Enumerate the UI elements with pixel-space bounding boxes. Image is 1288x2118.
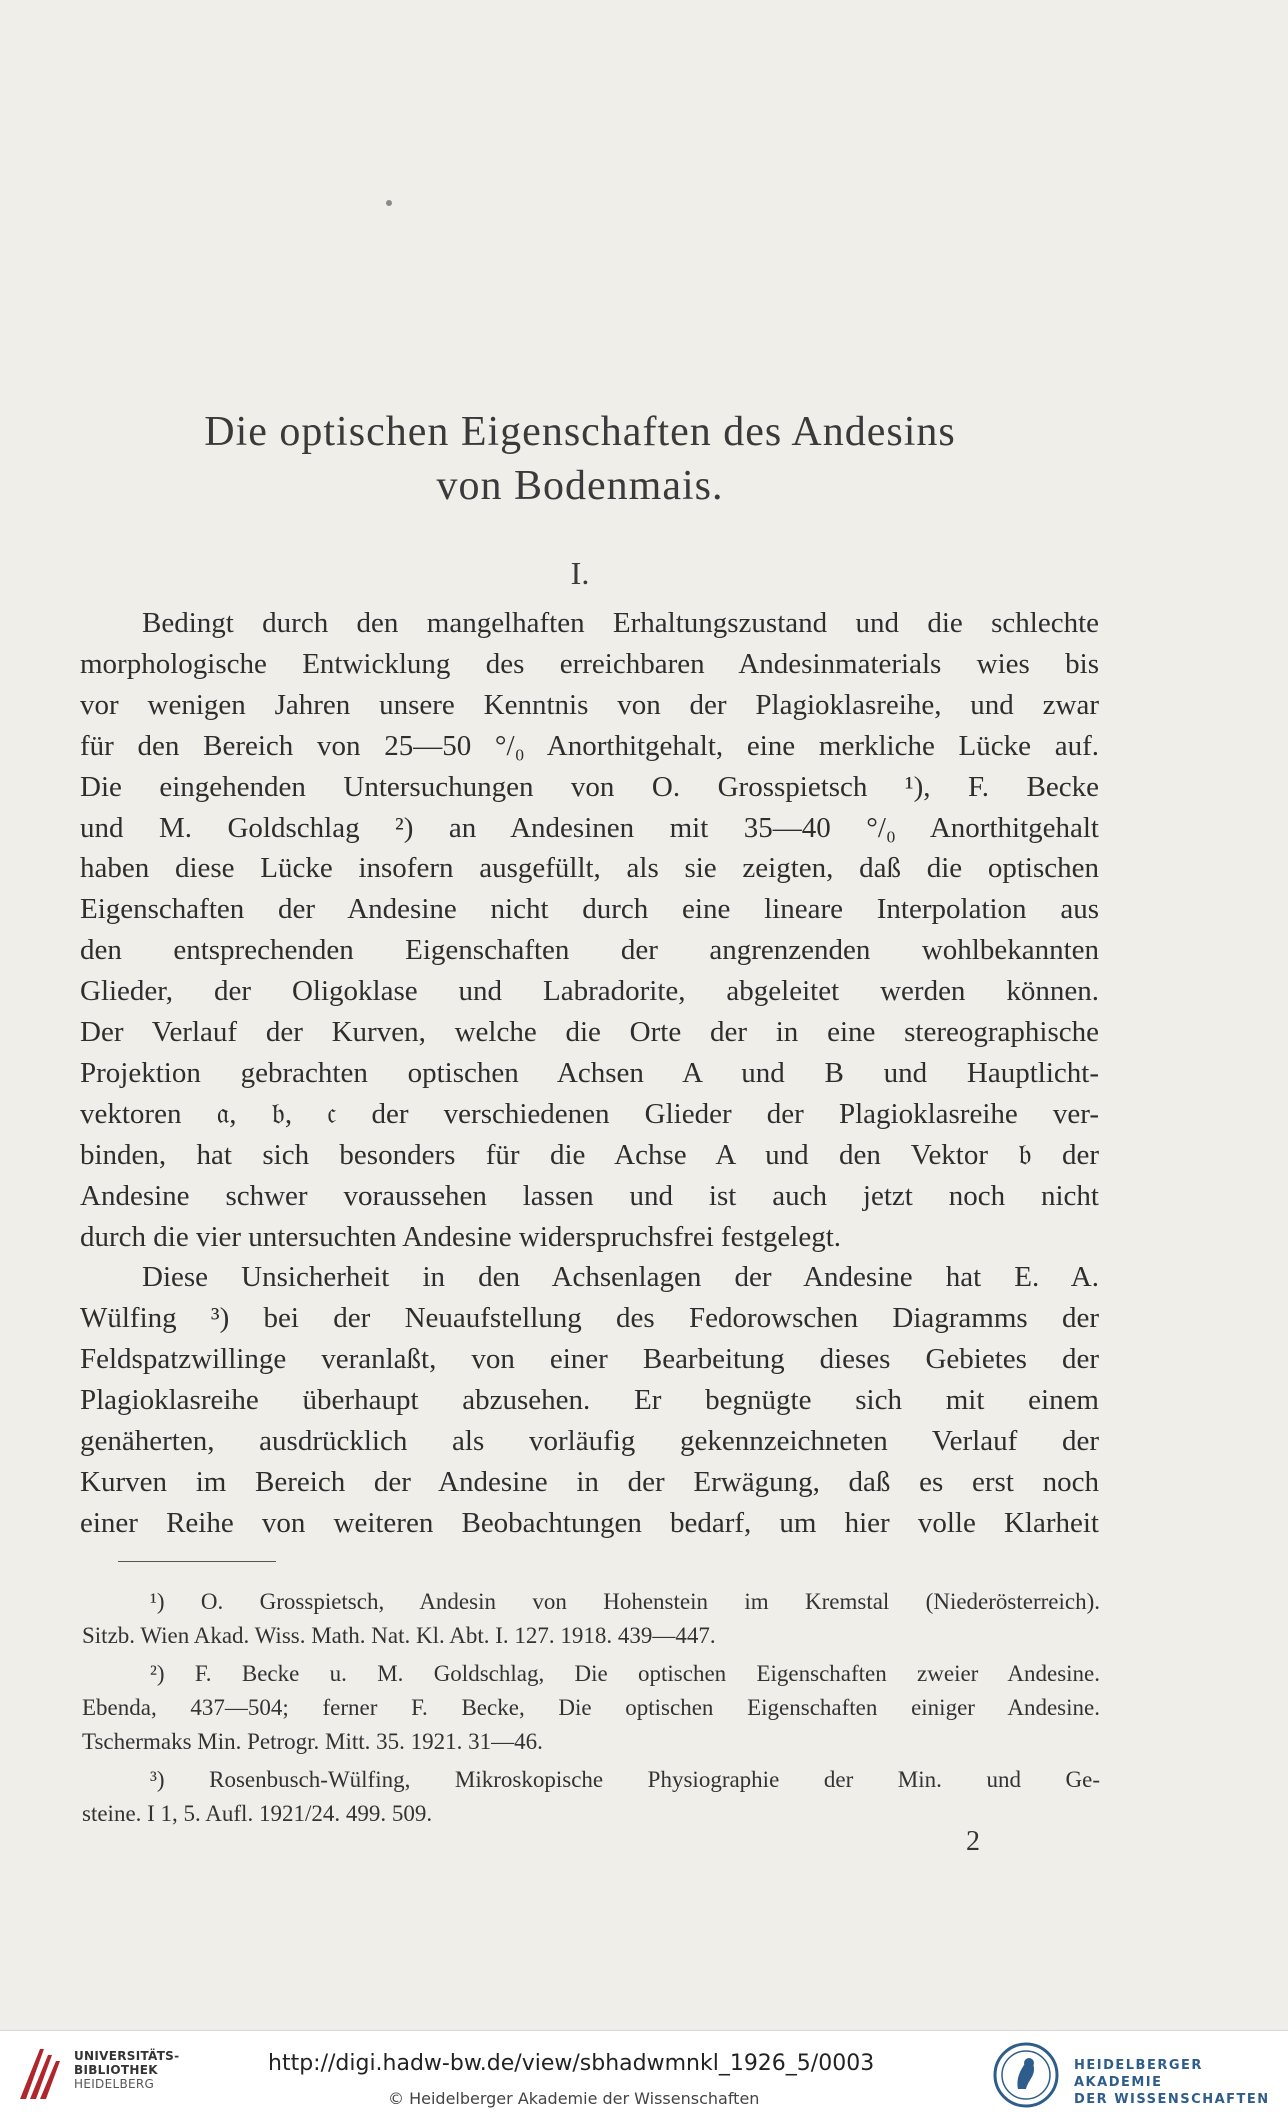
body-line: morphologische Entwicklung des erreichbaren Andesinmaterials wies bis xyxy=(80,647,1099,680)
body-line: Diese Unsicherheit in den Achsenlagen der Andesine hat E. A. xyxy=(142,1261,1099,1294)
university-library-logo-icon xyxy=(14,2041,64,2107)
body-line: Projektion gebrachten optischen Achsen A und B und Hauptlicht- xyxy=(80,1056,1099,1089)
body-line: genäherten, ausdrücklich als vorläufig gekennzeichneten Verlauf der xyxy=(80,1425,1099,1457)
academy-name-line-2: DER WISSENSCHAFTEN xyxy=(1074,2092,1270,2107)
academy-seal-icon xyxy=(992,2041,1060,2109)
footer-bar xyxy=(0,2030,1288,2118)
ub-name-line-3: HEIDELBERG xyxy=(74,2077,155,2091)
body-line: und M. Goldschlag ²) an Andesinen mit 35—40 °/₀ Anorthitgehalt xyxy=(80,811,1099,844)
body-line: haben diese Lücke insofern ausgefüllt, als sie zeigten, daß die optischen xyxy=(80,852,1099,885)
body-line: Plagioklasreihe überhaupt abzusehen. Er begnügte sich mit einem xyxy=(80,1384,1099,1417)
academy-name-line-1: HEIDELBERGER AKADEMIE xyxy=(1074,2058,1203,2090)
paper-speck xyxy=(386,200,392,206)
body-line: Feldspatzwillinge veranlaßt, von einer Bearbeitung dieses Gebietes der xyxy=(80,1343,1099,1376)
body-line: Bedingt durch den mangelhaften Erhaltungszustand und die schlechte xyxy=(142,607,1099,639)
body-line: binden, hat sich besonders für die Achse A und den Vektor 𝔟 der xyxy=(80,1138,1099,1171)
body-line: vektoren 𝔞, 𝔟, 𝔠 der verschiedenen Glieder der Plagioklasreihe ver- xyxy=(80,1097,1099,1130)
body-line: einer Reihe von weiteren Beobachtungen bedarf, um hier volle Klarheit xyxy=(80,1506,1099,1539)
footnote-line: ³) Rosenbusch-Wülfing, Mikroskopische Physiographie der Min. und Ge- xyxy=(150,1767,1100,1792)
body-line: für den Bereich von 25—50 °/₀ Anorthitgehalt, eine merkliche Lücke auf. xyxy=(80,729,1099,762)
university-library-name xyxy=(74,2049,179,2091)
ub-name-line-1: UNIVERSITÄTS- xyxy=(74,2049,180,2063)
body-line: durch die vier untersuchten Andesine widerspruchsfrei festgelegt. xyxy=(80,1220,841,1253)
page-title-line-1: Die optischen Eigenschaften des Andesins xyxy=(204,409,956,455)
body-line: vor wenigen Jahren unsere Kenntnis von der Plagioklasreihe, und zwar xyxy=(80,688,1099,721)
footnote-line: ¹) O. Grosspietsch, Andesin von Hohenstein im Kremstal (Niederösterreich). xyxy=(150,1589,1100,1614)
ub-name-line-2: BIBLIOTHEK xyxy=(74,2063,158,2077)
permalink[interactable]: http://digi.hadw-bw.de/view/sbhadwmnkl_1926_5/0003 xyxy=(268,2051,875,2076)
body-line: den entsprechenden Eigenschaften der angrenzenden wohlbekannten xyxy=(80,934,1099,967)
section-heading: I. xyxy=(570,555,590,591)
copyright-notice: © Heidelberger Akademie der Wissenschaften xyxy=(388,2089,760,2108)
academy-name xyxy=(1074,2057,1288,2108)
body-line: Eigenschaften der Andesine nicht durch eine lineare Interpolation aus xyxy=(80,893,1099,926)
body-line: Wülfing ³) bei der Neuaufstellung des Fedorowschen Diagramms der xyxy=(80,1302,1099,1335)
body-line: Kurven im Bereich der Andesine in der Erwägung, daß es erst noch xyxy=(80,1465,1099,1498)
footnote-divider xyxy=(118,1561,276,1562)
footnote-line: Ebenda, 437—504; ferner F. Becke, Die optischen Eigenschaften einiger Andesine. xyxy=(82,1695,1100,1720)
body-line: Glieder, der Oligoklase und Labradorite, abgeleitet werden können. xyxy=(80,975,1099,1008)
footnote-line: steine. I 1, 5. Aufl. 1921/24. 499. 509. xyxy=(82,1801,433,1826)
footnote-line: ²) F. Becke u. M. Goldschlag, Die optischen Eigenschaften zweier Andesine. xyxy=(150,1661,1100,1686)
body-line: Der Verlauf der Kurven, welche die Orte der in eine stereographische xyxy=(80,1016,1099,1048)
footnote-line: Tschermaks Min. Petrogr. Mitt. 35. 1921. 31—46. xyxy=(82,1729,543,1754)
page-number: 2 xyxy=(966,1826,980,1857)
body-line: Die eingehenden Untersuchungen von O. Grosspietsch ¹), F. Becke xyxy=(80,770,1099,803)
page-title-line-2: von Bodenmais. xyxy=(436,463,724,509)
footnote-line: Sitzb. Wien Akad. Wiss. Math. Nat. Kl. Abt. I. 127. 1918. 439—447. xyxy=(82,1623,716,1648)
body-line: Andesine schwer voraussehen lassen und ist auch jetzt noch nicht xyxy=(80,1179,1099,1212)
